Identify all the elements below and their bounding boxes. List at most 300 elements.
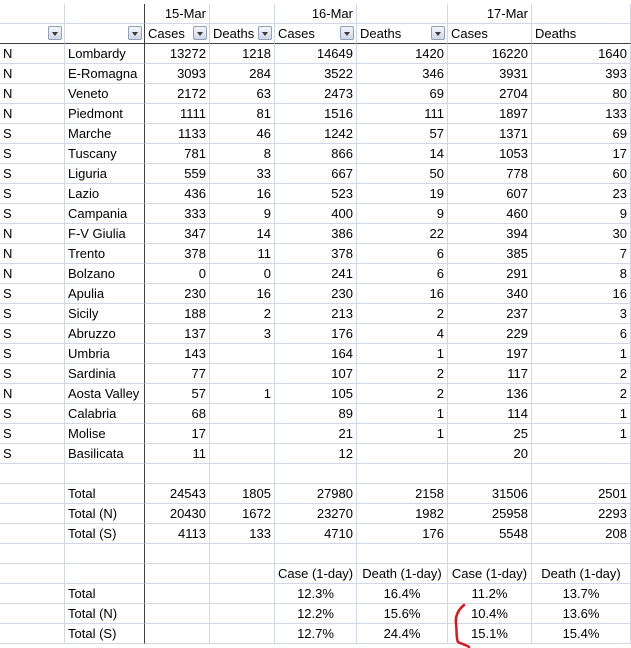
cell[interactable] <box>532 464 631 484</box>
total-value[interactable]: 31506 <box>448 484 532 504</box>
value-cell[interactable]: 68 <box>145 404 210 424</box>
value-cell[interactable]: 1640 <box>532 44 631 64</box>
value-cell[interactable]: 136 <box>448 384 532 404</box>
cell[interactable] <box>0 564 65 584</box>
region-cell[interactable]: Tuscany <box>65 144 145 164</box>
value-cell[interactable]: 1516 <box>275 104 357 124</box>
value-cell[interactable]: 1242 <box>275 124 357 144</box>
cell[interactable] <box>0 584 65 604</box>
value-cell[interactable]: 340 <box>448 284 532 304</box>
zone-cell[interactable]: S <box>0 364 65 384</box>
value-cell[interactable]: 1 <box>357 404 448 424</box>
value-cell[interactable]: 378 <box>275 244 357 264</box>
total-value[interactable]: 2158 <box>357 484 448 504</box>
cell[interactable] <box>65 464 145 484</box>
growth-header[interactable]: Case (1-day) <box>448 564 532 584</box>
value-cell[interactable]: 2 <box>210 304 275 324</box>
zone-cell[interactable]: S <box>0 184 65 204</box>
value-cell[interactable]: 241 <box>275 264 357 284</box>
date-header-row <box>0 4 631 24</box>
total-value[interactable]: 1805 <box>210 484 275 504</box>
value-cell[interactable]: 1133 <box>145 124 210 144</box>
value-cell[interactable]: 107 <box>275 364 357 384</box>
value-cell[interactable]: 14 <box>357 144 448 164</box>
table-row <box>0 304 631 324</box>
zone-cell[interactable]: S <box>0 144 65 164</box>
value-cell[interactable]: 57 <box>357 124 448 144</box>
cell[interactable] <box>275 544 357 564</box>
cell[interactable] <box>145 624 210 644</box>
region-cell[interactable]: Bolzano <box>65 264 145 284</box>
zone-cell[interactable]: S <box>0 444 65 464</box>
value-cell[interactable]: 667 <box>275 164 357 184</box>
table-row <box>0 324 631 344</box>
region-cell[interactable]: Molise <box>65 424 145 444</box>
value-cell[interactable]: 17 <box>532 144 631 164</box>
value-cell[interactable] <box>357 444 448 464</box>
value-cell[interactable]: 386 <box>275 224 357 244</box>
value-cell[interactable]: 2 <box>357 304 448 324</box>
value-cell[interactable]: 23 <box>532 184 631 204</box>
table-row <box>0 384 631 404</box>
table-row <box>0 124 631 144</box>
value-cell[interactable]: 3522 <box>275 64 357 84</box>
growth-value[interactable]: 12.7% <box>275 624 357 644</box>
value-cell[interactable]: 2473 <box>275 84 357 104</box>
header-label: Deaths <box>535 26 577 41</box>
deaths-header[interactable] <box>532 24 631 44</box>
value-cell[interactable] <box>210 344 275 364</box>
table-row <box>0 184 631 204</box>
cases-header[interactable] <box>145 24 210 44</box>
growth-value[interactable]: 15.1% <box>448 624 532 644</box>
value-cell[interactable]: 143 <box>145 344 210 364</box>
region-cell[interactable]: Campania <box>65 204 145 224</box>
table-row <box>0 164 631 184</box>
total-value[interactable]: 2293 <box>532 504 631 524</box>
value-cell[interactable]: 16 <box>210 184 275 204</box>
value-cell[interactable]: 346 <box>357 64 448 84</box>
cell[interactable] <box>65 4 145 24</box>
value-cell[interactable]: 50 <box>357 164 448 184</box>
header-label: Cases <box>278 26 315 41</box>
value-cell[interactable]: 333 <box>145 204 210 224</box>
value-cell[interactable]: 1053 <box>448 144 532 164</box>
cell[interactable] <box>275 464 357 484</box>
cell[interactable] <box>210 4 275 24</box>
header-label: Cases <box>451 26 488 41</box>
value-cell[interactable]: 14 <box>210 224 275 244</box>
cell[interactable] <box>210 464 275 484</box>
value-cell[interactable]: 16220 <box>448 44 532 64</box>
filter-dropdown-icon[interactable] <box>128 26 142 40</box>
cell[interactable] <box>0 544 65 564</box>
table-row <box>0 364 631 384</box>
zone-cell[interactable]: S <box>0 424 65 444</box>
value-cell[interactable]: 77 <box>145 364 210 384</box>
region-cell[interactable]: Sardinia <box>65 364 145 384</box>
value-cell[interactable]: 230 <box>145 284 210 304</box>
value-cell[interactable]: 523 <box>275 184 357 204</box>
table-row <box>0 204 631 224</box>
blank-row <box>0 544 631 564</box>
value-cell[interactable]: 13272 <box>145 44 210 64</box>
cell[interactable] <box>145 604 210 624</box>
value-cell[interactable]: 69 <box>357 84 448 104</box>
value-cell[interactable]: 393 <box>532 64 631 84</box>
zone-cell[interactable]: N <box>0 384 65 404</box>
value-cell[interactable]: 866 <box>275 144 357 164</box>
cell[interactable] <box>448 464 532 484</box>
value-cell[interactable]: 400 <box>275 204 357 224</box>
table-row <box>0 144 631 164</box>
cell[interactable] <box>145 584 210 604</box>
value-cell[interactable] <box>532 444 631 464</box>
region-cell[interactable]: Apulia <box>65 284 145 304</box>
table-row <box>0 424 631 444</box>
value-cell[interactable]: 105 <box>275 384 357 404</box>
zone-cell[interactable]: S <box>0 324 65 344</box>
value-cell[interactable] <box>210 364 275 384</box>
value-cell[interactable]: 20 <box>448 444 532 464</box>
value-cell[interactable]: 1 <box>357 424 448 444</box>
value-cell[interactable]: 117 <box>448 364 532 384</box>
cell[interactable] <box>357 464 448 484</box>
total-value[interactable]: 24543 <box>145 484 210 504</box>
cell[interactable] <box>0 464 65 484</box>
value-cell[interactable] <box>210 404 275 424</box>
growth-header[interactable]: Death (1-day) <box>532 564 631 584</box>
zone-cell[interactable]: S <box>0 304 65 324</box>
spreadsheet-grid <box>0 4 631 644</box>
total-row <box>0 484 631 504</box>
table-row <box>0 44 631 64</box>
zone-cell[interactable]: N <box>0 244 65 264</box>
total-value[interactable]: 1672 <box>210 504 275 524</box>
value-cell[interactable]: 3 <box>532 304 631 324</box>
cell[interactable] <box>448 544 532 564</box>
header-label: Cases <box>148 26 185 41</box>
value-cell[interactable]: 1111 <box>145 104 210 124</box>
filter-dropdown-icon[interactable] <box>431 26 445 40</box>
value-cell[interactable]: 11 <box>145 444 210 464</box>
total-value[interactable]: 20430 <box>145 504 210 524</box>
total-rows <box>0 484 631 544</box>
cell[interactable] <box>0 604 65 624</box>
value-cell[interactable]: 230 <box>275 284 357 304</box>
value-cell[interactable]: 1897 <box>448 104 532 124</box>
cell[interactable] <box>145 464 210 484</box>
value-cell[interactable]: 8 <box>532 264 631 284</box>
growth-rows <box>0 584 631 644</box>
cases-header[interactable] <box>448 24 532 44</box>
value-cell[interactable]: 11 <box>210 244 275 264</box>
total-row <box>0 524 631 544</box>
value-cell[interactable] <box>210 444 275 464</box>
cell[interactable] <box>210 584 275 604</box>
value-cell[interactable]: 25 <box>448 424 532 444</box>
total-value[interactable]: 5548 <box>448 524 532 544</box>
value-cell[interactable]: 9 <box>210 204 275 224</box>
cell[interactable] <box>532 4 631 24</box>
value-cell[interactable]: 57 <box>145 384 210 404</box>
cell[interactable] <box>210 564 275 584</box>
total-value[interactable]: 4710 <box>275 524 357 544</box>
value-cell[interactable]: 137 <box>145 324 210 344</box>
value-cell[interactable]: 385 <box>448 244 532 264</box>
value-cell[interactable] <box>210 424 275 444</box>
zone-cell[interactable]: S <box>0 204 65 224</box>
growth-value[interactable]: 16.4% <box>357 584 448 604</box>
cell[interactable] <box>532 544 631 564</box>
value-cell[interactable]: 778 <box>448 164 532 184</box>
date-17-mar[interactable]: 17-Mar <box>448 4 532 24</box>
growth-value[interactable]: 12.2% <box>275 604 357 624</box>
value-cell[interactable]: 378 <box>145 244 210 264</box>
value-cell[interactable]: 133 <box>532 104 631 124</box>
total-value[interactable]: 27980 <box>275 484 357 504</box>
value-cell[interactable]: 6 <box>532 324 631 344</box>
value-cell[interactable]: 69 <box>532 124 631 144</box>
zone-cell[interactable]: S <box>0 124 65 144</box>
value-cell[interactable]: 4 <box>357 324 448 344</box>
date-16-mar[interactable]: 16-Mar <box>275 4 357 24</box>
filter-dropdown-icon[interactable] <box>193 26 207 40</box>
filter-dropdown-icon[interactable] <box>258 26 272 40</box>
value-cell[interactable]: 176 <box>275 324 357 344</box>
region-cell[interactable]: Calabria <box>65 404 145 424</box>
value-cell[interactable]: 1371 <box>448 124 532 144</box>
value-cell[interactable]: 1 <box>532 344 631 364</box>
value-cell[interactable]: 188 <box>145 304 210 324</box>
cases-header[interactable] <box>275 24 357 44</box>
value-cell[interactable]: 197 <box>448 344 532 364</box>
growth-header[interactable]: Death (1-day) <box>357 564 448 584</box>
value-cell[interactable]: 17 <box>145 424 210 444</box>
value-cell[interactable]: 1 <box>210 384 275 404</box>
region-cell[interactable]: Veneto <box>65 84 145 104</box>
value-cell[interactable]: 1420 <box>357 44 448 64</box>
region-cell[interactable]: Sicily <box>65 304 145 324</box>
value-cell[interactable]: 6 <box>357 264 448 284</box>
growth-row <box>0 584 631 604</box>
region-cell[interactable]: Aosta Valley <box>65 384 145 404</box>
region-cell[interactable]: F-V Giulia <box>65 224 145 244</box>
value-cell[interactable]: 781 <box>145 144 210 164</box>
value-cell[interactable]: 460 <box>448 204 532 224</box>
zone-cell[interactable]: S <box>0 284 65 304</box>
value-cell[interactable]: 14649 <box>275 44 357 64</box>
total-label[interactable]: Total (S) <box>65 524 145 544</box>
value-cell[interactable]: 2172 <box>145 84 210 104</box>
value-cell[interactable]: 1 <box>532 424 631 444</box>
region-cell[interactable]: Liguria <box>65 164 145 184</box>
date-15-mar[interactable]: 15-Mar <box>145 4 210 24</box>
table-row <box>0 244 631 264</box>
value-cell[interactable]: 559 <box>145 164 210 184</box>
total-label[interactable]: Total <box>65 484 145 504</box>
zone-cell[interactable]: S <box>0 344 65 364</box>
value-cell[interactable]: 213 <box>275 304 357 324</box>
value-cell[interactable]: 237 <box>448 304 532 324</box>
deaths-header[interactable] <box>210 24 275 44</box>
cell[interactable] <box>0 624 65 644</box>
zone-header[interactable] <box>0 24 65 44</box>
region-cell[interactable]: Lombardy <box>65 44 145 64</box>
zone-cell[interactable]: S <box>0 164 65 184</box>
growth-value[interactable]: 12.3% <box>275 584 357 604</box>
value-cell[interactable]: 347 <box>145 224 210 244</box>
cell[interactable] <box>145 564 210 584</box>
filter-dropdown-icon[interactable] <box>340 26 354 40</box>
region-cell[interactable]: Abruzzo <box>65 324 145 344</box>
deaths-header[interactable] <box>357 24 448 44</box>
value-cell[interactable]: 2 <box>532 364 631 384</box>
cell[interactable] <box>357 4 448 24</box>
cell[interactable] <box>0 484 65 504</box>
value-cell[interactable]: 1 <box>357 344 448 364</box>
value-cell[interactable]: 394 <box>448 224 532 244</box>
value-cell[interactable]: 436 <box>145 184 210 204</box>
header-label: Deaths <box>360 26 402 41</box>
cell[interactable] <box>0 504 65 524</box>
value-cell[interactable]: 2704 <box>448 84 532 104</box>
growth-row <box>0 604 631 624</box>
total-value[interactable]: 133 <box>210 524 275 544</box>
cell[interactable] <box>0 524 65 544</box>
value-cell[interactable]: 291 <box>448 264 532 284</box>
region-cell[interactable]: Piedmont <box>65 104 145 124</box>
value-cell[interactable]: 0 <box>145 264 210 284</box>
value-cell[interactable]: 16 <box>532 284 631 304</box>
value-cell[interactable]: 3 <box>210 324 275 344</box>
total-value[interactable]: 1982 <box>357 504 448 524</box>
value-cell[interactable]: 1218 <box>210 44 275 64</box>
total-value[interactable]: 176 <box>357 524 448 544</box>
zone-cell[interactable]: N <box>0 84 65 104</box>
value-cell[interactable]: 81 <box>210 104 275 124</box>
growth-value[interactable]: 15.6% <box>357 604 448 624</box>
value-cell[interactable]: 2 <box>532 384 631 404</box>
value-cell[interactable]: 114 <box>448 404 532 424</box>
value-cell[interactable]: 16 <box>357 284 448 304</box>
growth-value[interactable]: 24.4% <box>357 624 448 644</box>
value-cell[interactable]: 21 <box>275 424 357 444</box>
value-cell[interactable]: 8 <box>210 144 275 164</box>
cell[interactable] <box>210 544 275 564</box>
growth-label[interactable]: Total (N) <box>65 604 145 624</box>
region-header[interactable] <box>65 24 145 44</box>
cell[interactable] <box>210 624 275 644</box>
region-cell[interactable]: Marche <box>65 124 145 144</box>
total-value[interactable]: 25958 <box>448 504 532 524</box>
growth-header[interactable]: Case (1-day) <box>275 564 357 584</box>
table-row <box>0 444 631 464</box>
growth-label[interactable]: Total (S) <box>65 624 145 644</box>
growth-value[interactable]: 11.2% <box>448 584 532 604</box>
table-row <box>0 404 631 424</box>
value-cell[interactable]: 33 <box>210 164 275 184</box>
growth-label[interactable]: Total <box>65 584 145 604</box>
table-row <box>0 224 631 244</box>
zone-cell[interactable]: N <box>0 104 65 124</box>
value-cell[interactable]: 60 <box>532 164 631 184</box>
value-cell[interactable]: 229 <box>448 324 532 344</box>
region-rows <box>0 44 631 464</box>
value-cell[interactable]: 164 <box>275 344 357 364</box>
cell[interactable] <box>357 544 448 564</box>
value-cell[interactable]: 3093 <box>145 64 210 84</box>
cell[interactable] <box>65 544 145 564</box>
region-cell[interactable]: Trento <box>65 244 145 264</box>
value-cell[interactable]: 9 <box>532 204 631 224</box>
value-cell[interactable]: 63 <box>210 84 275 104</box>
total-value[interactable]: 2501 <box>532 484 631 504</box>
growth-row <box>0 624 631 644</box>
value-cell[interactable]: 46 <box>210 124 275 144</box>
value-cell[interactable]: 284 <box>210 64 275 84</box>
value-cell[interactable]: 111 <box>357 104 448 124</box>
cell[interactable] <box>65 564 145 584</box>
total-value[interactable]: 23270 <box>275 504 357 524</box>
table-row <box>0 84 631 104</box>
filter-dropdown-icon[interactable] <box>48 26 62 40</box>
value-cell[interactable]: 22 <box>357 224 448 244</box>
zone-cell[interactable]: N <box>0 224 65 244</box>
region-cell[interactable]: Lazio <box>65 184 145 204</box>
growth-value[interactable]: 15.4% <box>532 624 631 644</box>
column-header-row <box>0 24 631 44</box>
total-value[interactable]: 4113 <box>145 524 210 544</box>
total-row <box>0 504 631 524</box>
value-cell[interactable]: 19 <box>357 184 448 204</box>
growth-header-row <box>0 564 631 584</box>
value-cell[interactable]: 2 <box>357 384 448 404</box>
zone-cell[interactable]: N <box>0 64 65 84</box>
region-cell[interactable]: Umbria <box>65 344 145 364</box>
value-cell[interactable]: 2 <box>357 364 448 384</box>
value-cell[interactable]: 16 <box>210 284 275 304</box>
table-row <box>0 344 631 364</box>
table-row <box>0 264 631 284</box>
value-cell[interactable]: 3931 <box>448 64 532 84</box>
value-cell[interactable]: 0 <box>210 264 275 284</box>
cell[interactable] <box>0 4 65 24</box>
total-label[interactable]: Total (N) <box>65 504 145 524</box>
value-cell[interactable]: 80 <box>532 84 631 104</box>
growth-value[interactable]: 13.6% <box>532 604 631 624</box>
cell[interactable] <box>145 544 210 564</box>
cell[interactable] <box>210 604 275 624</box>
value-cell[interactable]: 7 <box>532 244 631 264</box>
growth-value[interactable]: 10.4% <box>448 604 532 624</box>
value-cell[interactable]: 1 <box>532 404 631 424</box>
zone-cell[interactable]: S <box>0 404 65 424</box>
value-cell[interactable]: 9 <box>357 204 448 224</box>
table-row <box>0 64 631 84</box>
value-cell[interactable]: 6 <box>357 244 448 264</box>
zone-cell[interactable]: N <box>0 264 65 284</box>
value-cell[interactable]: 12 <box>275 444 357 464</box>
region-cell[interactable]: Basilicata <box>65 444 145 464</box>
zone-cell[interactable]: N <box>0 44 65 64</box>
value-cell[interactable]: 30 <box>532 224 631 244</box>
growth-value[interactable]: 13.7% <box>532 584 631 604</box>
region-cell[interactable]: E-Romagna <box>65 64 145 84</box>
total-value[interactable]: 208 <box>532 524 631 544</box>
value-cell[interactable]: 607 <box>448 184 532 204</box>
value-cell[interactable]: 89 <box>275 404 357 424</box>
